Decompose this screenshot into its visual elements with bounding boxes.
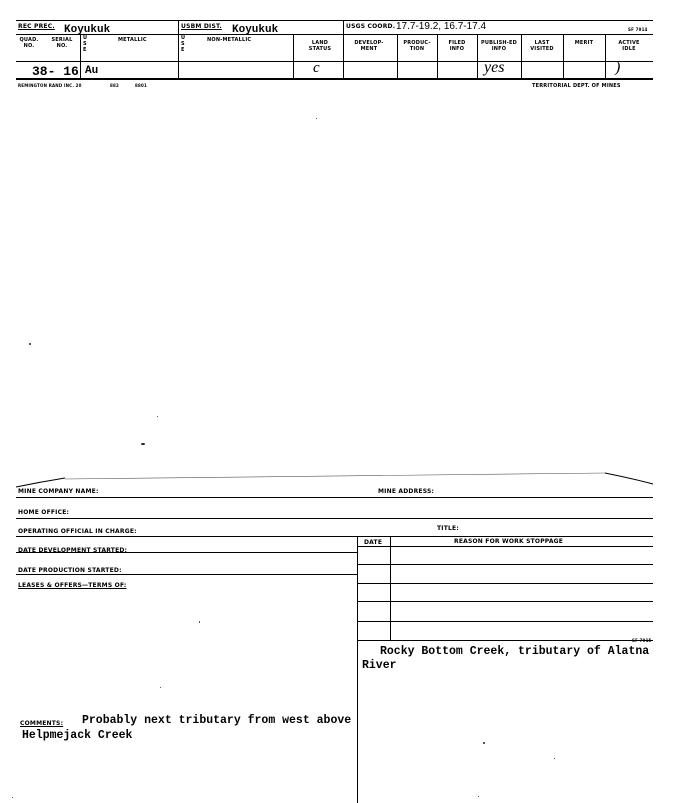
merit-header: MERIT (574, 40, 594, 46)
metallic-value: Au (85, 65, 99, 77)
use-metallic-header: U S E (83, 35, 88, 53)
filed-info-header: FILED INFO (448, 40, 466, 52)
usgs-coord-value: 17.7-19.2, 16.7-17.4 (396, 21, 487, 32)
speck (160, 687, 161, 688)
printer-code-1: 882 (110, 83, 119, 88)
speck (554, 758, 555, 759)
printer-code-2: 8801 (135, 83, 147, 88)
land-status-value: c (313, 60, 320, 76)
date-development-started-label: DATE DEVELOPMENT STARTED: (18, 547, 128, 554)
serial-no-header: SERIAL NO. (51, 37, 73, 49)
development-header: DEVELOP-MENT (354, 40, 384, 52)
use-nonmetallic-header: U S E (181, 35, 186, 53)
comments-label: COMMENTS: (20, 720, 64, 727)
comments-text: Probably next tributary from west above Helpmejack Creek (22, 714, 352, 742)
card-edge (0, 470, 678, 490)
date-production-started-label: DATE PRODUCTION STARTED: (18, 567, 122, 574)
speck (316, 118, 317, 119)
quad-serial-value: 38- 16 (32, 64, 79, 79)
usgs-coord-label: USGS COORD. (346, 23, 396, 30)
speck (141, 443, 145, 445)
leases-offers-label: LEASES & OFFERS—TERMS OF: (18, 582, 127, 589)
non-metallic-header: NON-METALLIC (207, 37, 252, 43)
usbm-dist-label: USBM DIST. (181, 23, 222, 30)
operating-official-label: OPERATING OFFICIAL IN CHARGE: (18, 528, 137, 535)
location-description: Rocky Bottom Creek, tributary of Alatna River (362, 645, 650, 672)
printer-imprint: REMINGTON RAND INC. 20 (18, 83, 82, 88)
department-name: TERRITORIAL DEPT. OF MINES (532, 83, 621, 89)
speck (199, 621, 200, 623)
date-column-header: DATE (364, 539, 383, 546)
form-number-top: SF 7914 (628, 27, 648, 32)
mine-company-name-label: MINE COMPANY NAME: (18, 488, 99, 495)
production-header: PRODUC-TION (403, 40, 431, 52)
speck (157, 416, 158, 417)
speck (478, 796, 479, 797)
title-label: TITLE: (437, 525, 459, 532)
active-idle-value: ) (615, 59, 621, 76)
rec-prec-value: Koyukuk (64, 24, 111, 36)
speck (483, 742, 485, 744)
metallic-header: METALLIC (118, 37, 147, 43)
work-stoppage-header: REASON FOR WORK STOPPAGE (454, 538, 564, 545)
home-office-label: HOME OFFICE: (18, 509, 70, 516)
speck (29, 343, 31, 345)
speck (12, 797, 13, 798)
mine-address-label: MINE ADDRESS: (378, 488, 435, 495)
active-idle-header: ACTIVE IDLE (618, 40, 640, 52)
rec-prec-label: REC PREC. (18, 23, 55, 30)
last-visited-header: LAST VISITED (530, 40, 554, 52)
published-info-header: PUBLISH-ED INFO (481, 40, 518, 52)
form-number-bottom: SF 7915 (632, 638, 652, 643)
usbm-dist-value: Koyukuk (232, 24, 279, 36)
published-info-value: yes (484, 59, 505, 76)
quad-no-header: QUAD. NO. (19, 37, 39, 49)
land-status-header: LAND STATUS (308, 40, 332, 52)
